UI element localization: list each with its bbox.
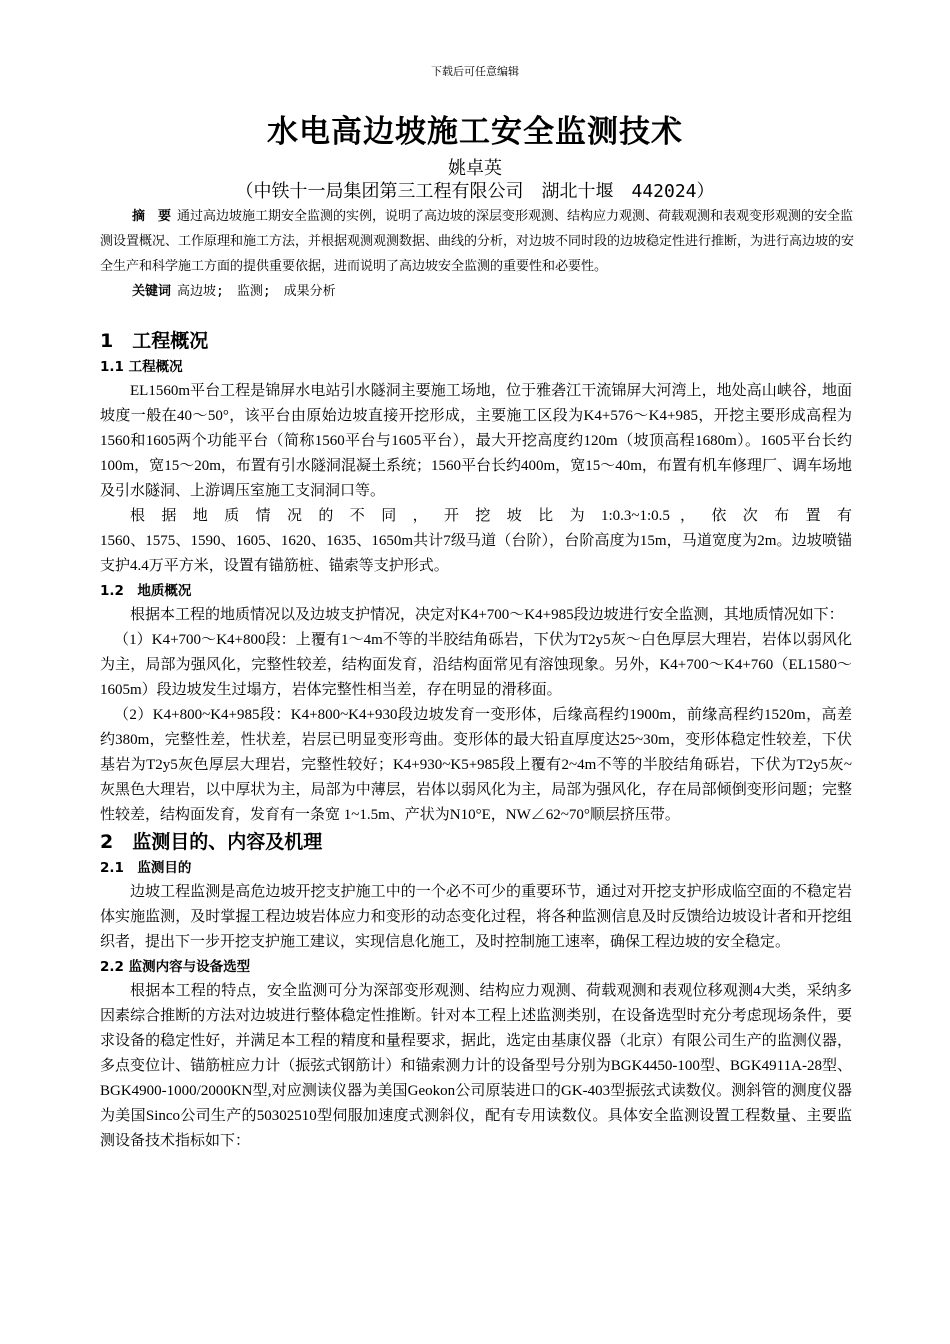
section-1-2-heading: 1.2 地质概况 bbox=[100, 583, 192, 599]
section-2-heading: 2 监测目的、内容及机理 bbox=[100, 831, 323, 853]
section-2-2-heading: 2.2 监测内容与设备选型 bbox=[100, 959, 251, 975]
section-1-1-paragraph-2-line-1: 根 据 地 质 情 况 的 不 同 ， 开 挖 坡 比 为 1:0.3~1:0.5 ， 依 次 布 置 有 bbox=[130, 508, 852, 524]
section-1-1-paragraph-2-rest: 1560、1575、1590、1605、1620、1635、1650m共计7级马道（台阶），台阶高度为15m，马道宽度为2m。边坡喷锚支护4.4万平方米，设置有锚筋桩、锚索等支护形式。 bbox=[100, 533, 852, 574]
abstract-text: 通过高边坡施工期安全监测的实例，说明了高边坡的深层变形观测、结构应力观测、荷载观测和表观变形观测的安全监测设置概况、工作原理和施工方法，并根据观测观测数据、曲线的分析，对边坡不同时段的边坡稳定性进行推断，为进行高边坡的安全生产和科学施工方面的提供重要依据，进而说明了高边坡安全监测的重要性和必要性。 bbox=[100, 209, 855, 274]
keywords-line bbox=[100, 279, 860, 304]
section-1-1-paragraph-1: EL1560m平台工程是锦屏水电站引水隧洞主要施工场地，位于雅砻江干流锦屏大河湾上，地处高山峡谷，地面坡度一般在40～50°，该平台由原始边坡直接开挖形成，主要施工区段为K4+576～K4+985，开挖主要形成高程为1560和1605两个功能平台（简称1560平台与1605平台），最大开挖高度约120m（坡顶高程1680m）。1605平台长约100m，宽15～20m，布置有引水隧洞混凝土系统；1560平台长约400m，宽15～40m，布置有机车修理厂、调车场地及引水隧洞、上游调压室施工支洞洞口等。 bbox=[100, 383, 852, 499]
section-1-1-heading: 1.1 工程概况 bbox=[100, 359, 183, 375]
header-note: 下载后可任意编辑 bbox=[431, 65, 519, 78]
page-title: 水电高边坡施工安全监测技术 bbox=[267, 114, 683, 150]
main-body bbox=[100, 327, 852, 1154]
section-1-2-paragraph-1: 根据本工程的地质情况以及边坡支护情况，决定对K4+700～K4+985段边坡进行安全监测，其地质情况如下： bbox=[130, 607, 844, 623]
section-2-1-paragraph-1: 边坡工程监测是高危边坡开挖支护施工中的一个必不可少的重要环节，通过对开挖支护形成临空面的不稳定岩体实施监测，及时掌握工程边坡岩体应力和变形的动态变化过程，将各种监测信息及时反馈给边坡设计者和开挖组织者，提出下一步开挖支护施工建议，实现信息化施工，及时控制施工速率，确保工程边坡的安全稳定。 bbox=[100, 884, 852, 950]
section-1-heading: 1 工程概况 bbox=[100, 330, 209, 352]
abstract-paragraph bbox=[100, 204, 860, 279]
author: 姚卓英 bbox=[448, 158, 502, 179]
section-1-2-item-2: （2）K4+800~K4+985段：K4+800~K4+930段边坡发育一变形体，后缘高程约1900m，前缘高程约1520m，高差约380m，完整性差，性状差，岩层已明显变形弯曲。变形体的最大铅直厚度达25~30m，变形体稳定性较差，下伏基岩为T2y5灰色厚层大理岩，完整性较好；K4+930~K5+985段上覆有2~4m不等的半胶结角砾岩，下伏为T2y5灰~灰黑色大理岩，以中厚状为主，局部为中薄层，岩体以弱风化为主，局部为强风化，存在局部倾倒变形问题；完整性较差，结构面发育，发育有一条宽 1~1.5m、产状为N10°E，NW∠62~70°顺层挤压带。 bbox=[100, 707, 852, 823]
affiliation: （中铁十一局集团第三工程有限公司 湖北十堰 442024） bbox=[235, 181, 715, 202]
abstract-block bbox=[100, 204, 860, 304]
abstract-label: 摘 要 bbox=[132, 209, 172, 224]
section-2-2-paragraph-1: 根据本工程的特点，安全监测可分为深部变形观测、结构应力观测、荷载观测和表观位移观测4大类，采纳多因素综合推断的方法对边坡进行整体稳定性推断。针对本工程上述监测类别，在设备选型时充分考虑现场条件，要求设备的稳定性好，并满足本工程的精度和量程要求，据此，选定由基康仪器（北京）有限公司生产的监测仪器，多点变位计、锚筋桩应力计（振弦式钢筋计）和锚索测力计的设备型号分别为BGK4450-100型、BGK4911A-28型、BGK4900-1000/2000KN型,对应测读仪器为美国Geokon公司原装进口的GK-403型振弦式读数仪。测斜管的测度仪器为美国Sinco公司生产的50302510型伺服加速度式测斜仪，配有专用读数仪。具体安全监测设置工程数量、主要监测设备技术指标如下： bbox=[100, 983, 852, 1149]
section-1-2-item-1: （1）K4+700～K4+800段：上覆有1～4m不等的半胶结角砾岩，下伏为T2y5灰～白色厚层大理岩，岩体以弱风化为主，局部为强风化，完整性较差，结构面发育，沿结构面常见有溶蚀现象。另外，K4+700～K4+760（EL1580～1605m）段边坡发生过塌方，岩体完整性相当差，存在明显的滑移面。 bbox=[100, 632, 852, 698]
section-2-1-heading: 2.1 监测目的 bbox=[100, 860, 192, 876]
keywords-label: 关键词 bbox=[132, 284, 172, 299]
keywords-text: 高边坡; 监测; 成果分析 bbox=[177, 284, 336, 299]
